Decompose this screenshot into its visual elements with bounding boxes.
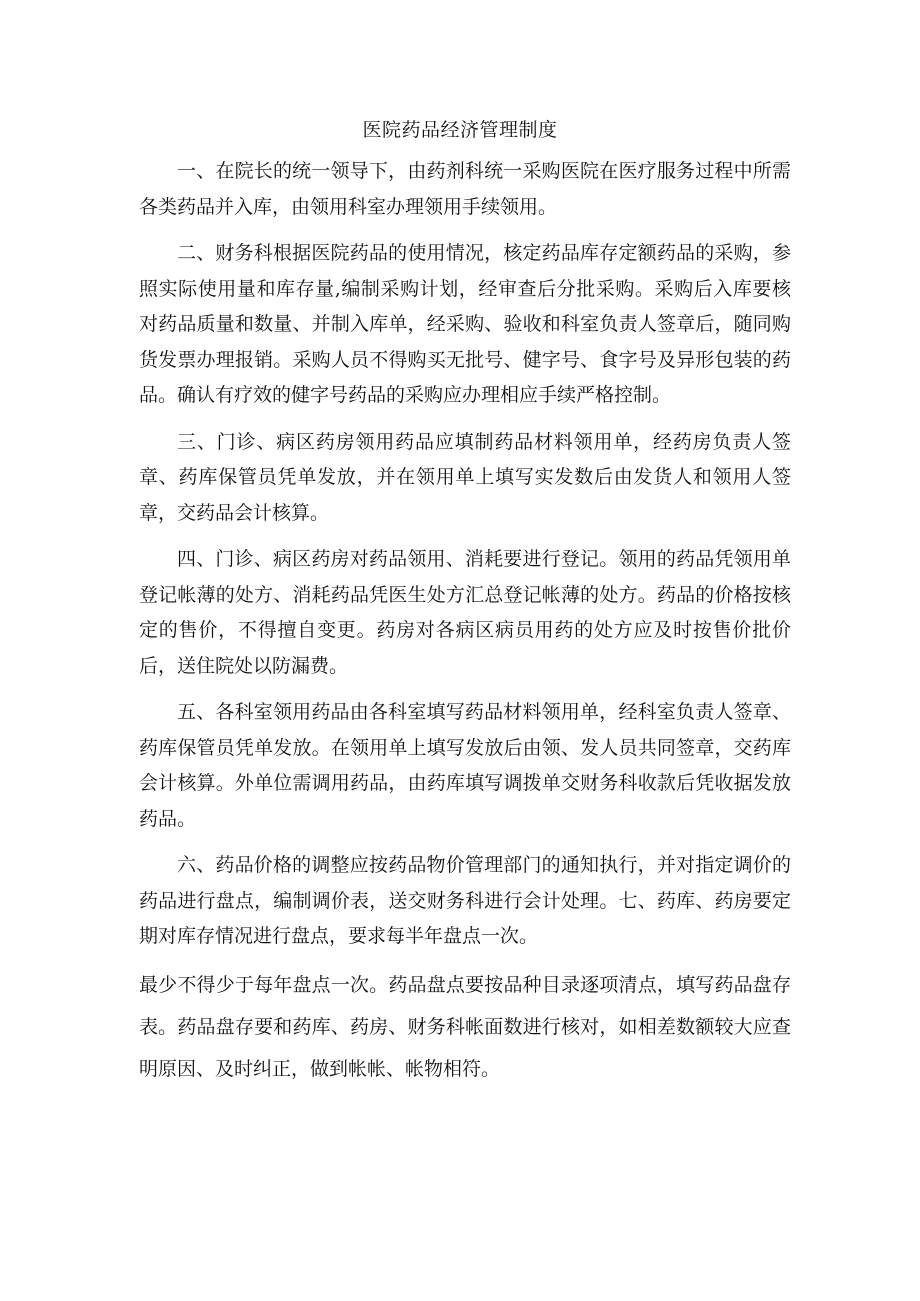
paragraph-1: 一、在院长的统一领导下，由药剂科统一采购医院在医疗服务过程中所需各类药品并入库，由领用科室办理领用手续领用。 (139, 160, 791, 218)
paragraph-2: 二、财务科根据医院药品的使用情况，核定药品库存定额药品的采购，参照实际使用量和库存量,编制采购计划，经审查后分批采购。采购后入库要核对药品质量和数量、并制入库单，经采购、验收和科室负责人签章后，随同购货发票办理报销。采购人员不得购买无批号、健字号、食字号及异形包装的药品。确认有疗效的健字号药品的采购应办理相应手续严格控制。 (139, 242, 791, 406)
document-body (139, 154, 791, 1101)
paragraph-5: 五、各科室领用药品由各科室填写药品材料领用单，经科室负责人签章、药库保管员凭单发放。在领用单上填写发放后由领、发人员共同签章，交药库会计核算。外单位需调用药品，由药库填写调拨单交财务科收款后凭收据发放药品。 (139, 701, 791, 830)
paragraph-3: 三、门诊、病区药房领用药品应填制药品材料领用单，经药房负责人签章、药库保管员凭单发放，并在领用单上填写实发数后由发货人和领用人签章，交药品会计核算。 (139, 430, 791, 524)
document-title: 医院药品经济管理制度 (362, 119, 558, 141)
paragraph-4: 四、门诊、病区药房对药品领用、消耗要进行登记。领用的药品凭领用单登记帐薄的处方、消耗药品凭医生处方汇总登记帐薄的处方。药品的价格按核定的售价，不得擅自变更。药房对各病区病员用药的处方应及时按售价批价后，送住院处以防漏费。 (139, 548, 791, 677)
paragraph-7: 最少不得少于每年盘点一次。药品盘点要按品种目录逐项清点，填写药品盘存表。药品盘存要和药库、药房、财务科帐面数进行核对，如相差数额较大应查明原因、及时纠正，做到帐帐、帐物相符。 (139, 973, 791, 1080)
paragraph-6: 六、药品价格的调整应按药品物价管理部门的通知执行，并对指定调价的药品进行盘点，编制调价表，送交财务科进行会计处理。七、药库、药房要定期对库存情况进行盘点，要求每半年盘点一次。 (139, 854, 791, 947)
